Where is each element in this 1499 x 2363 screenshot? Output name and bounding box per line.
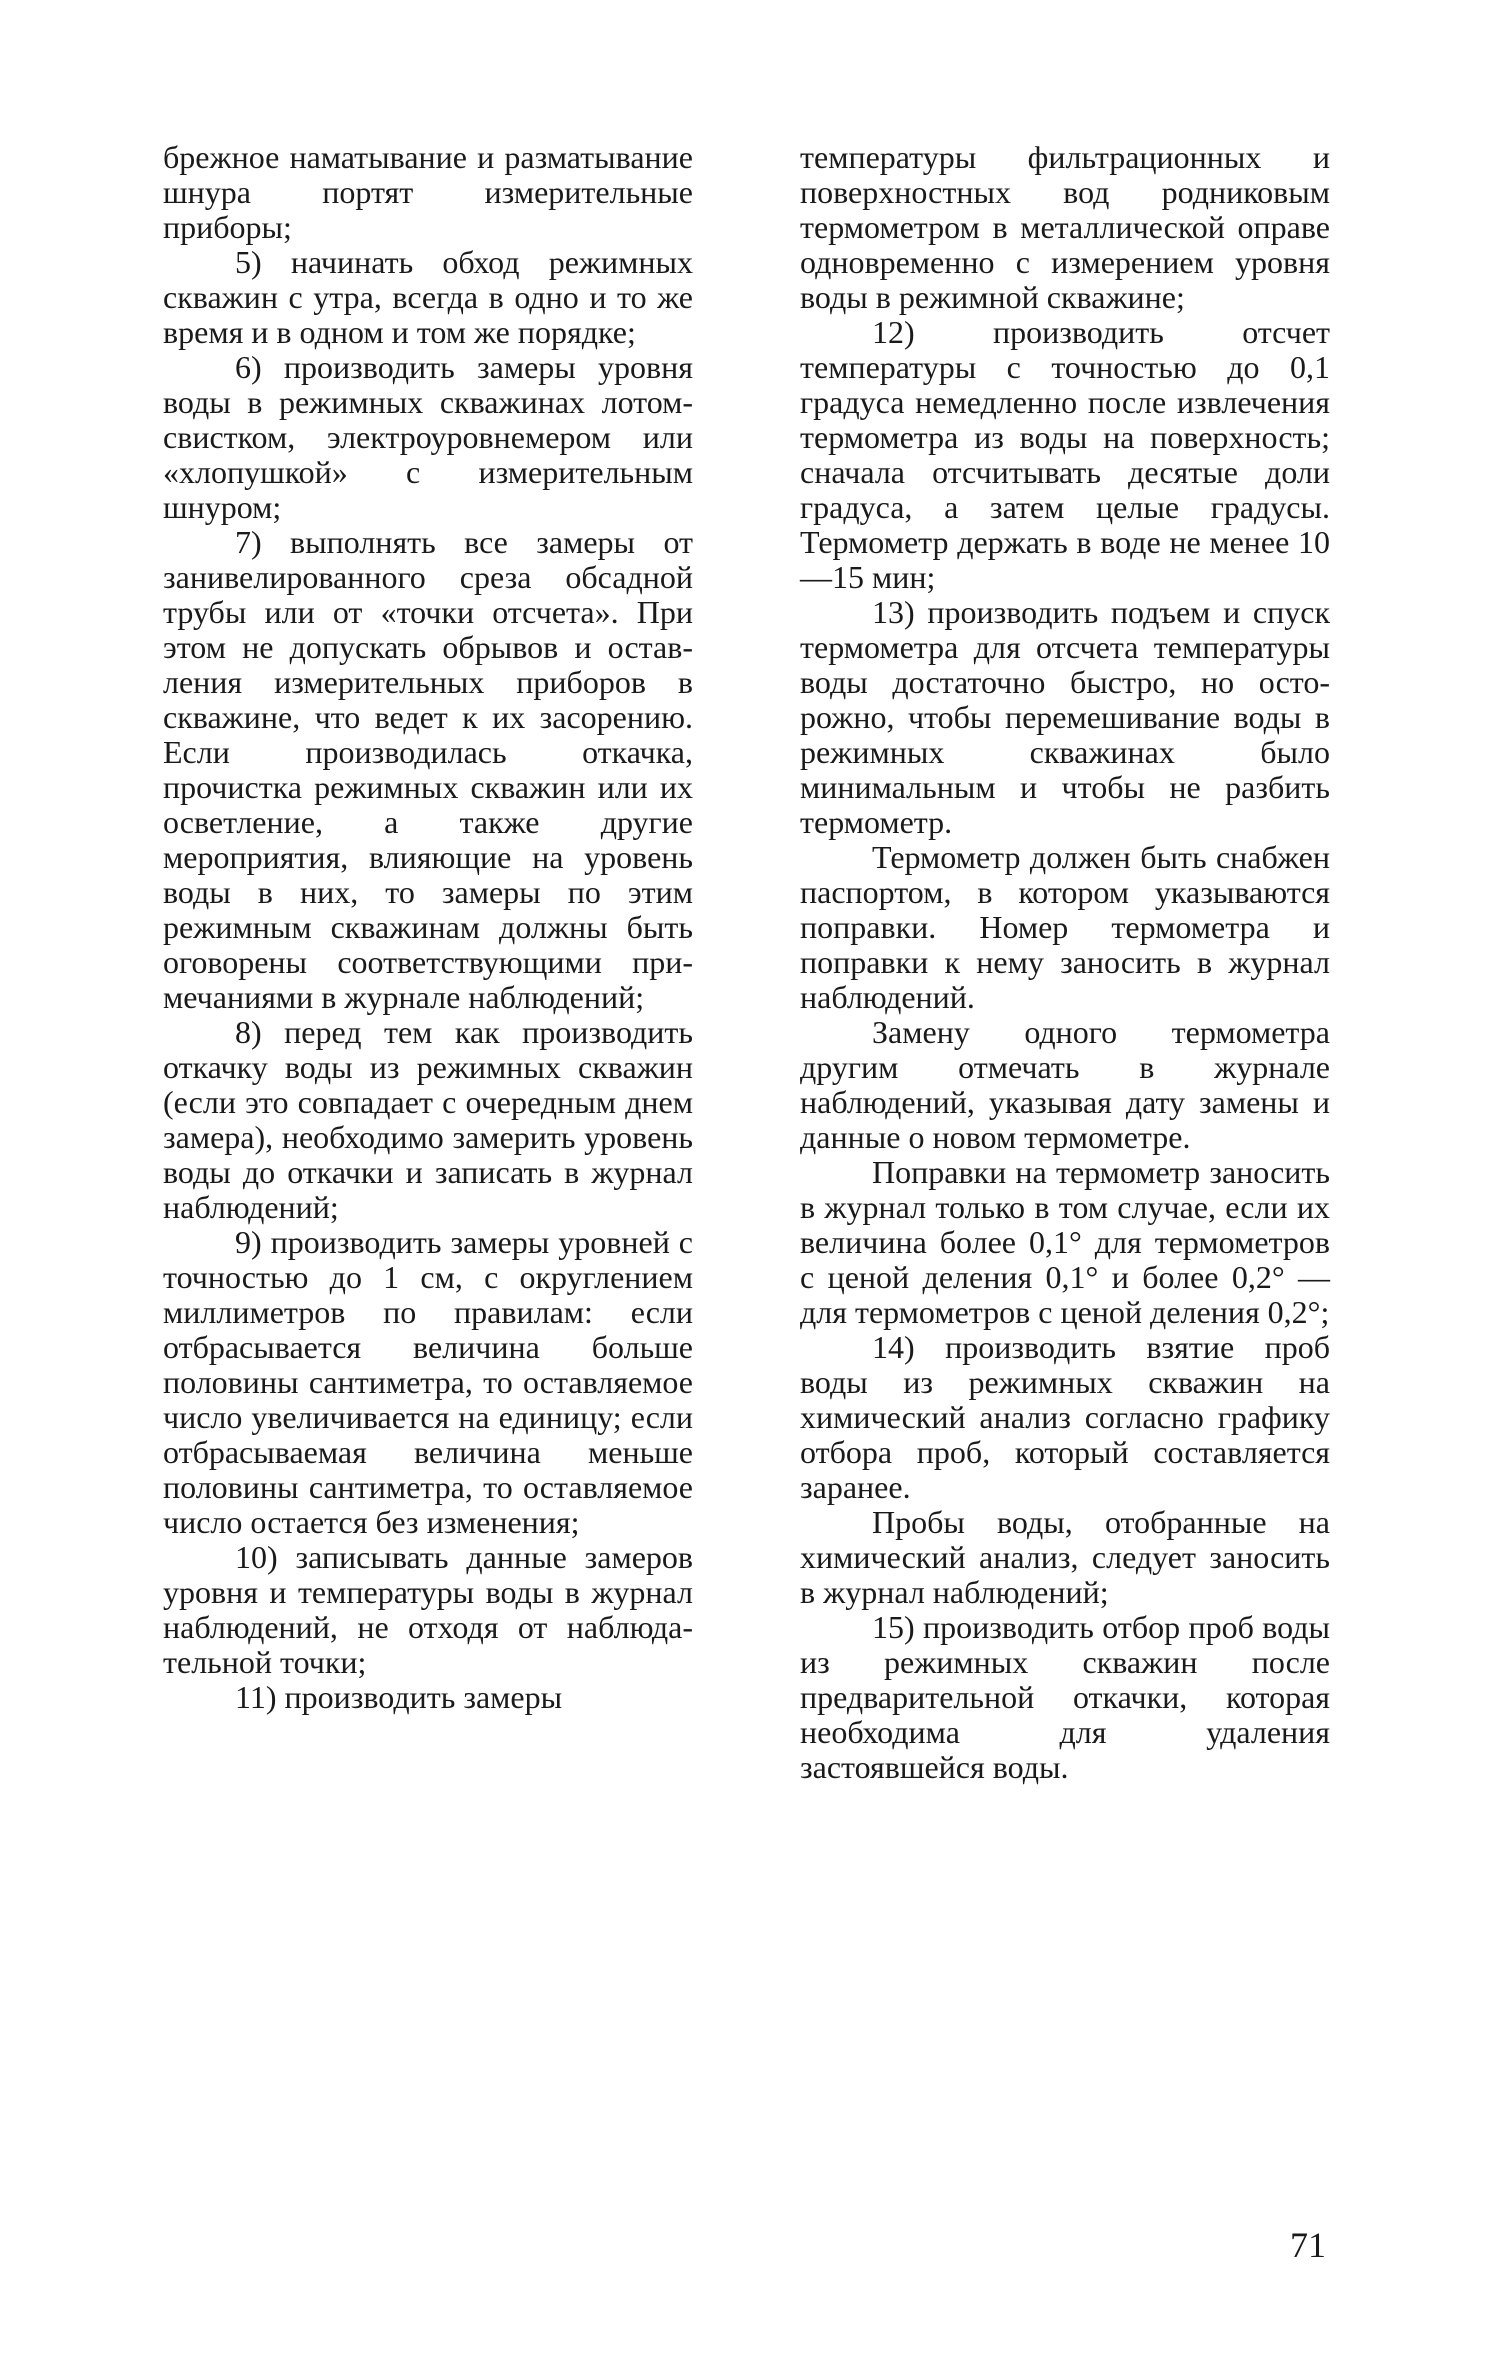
- paragraph-item-15: 15) производить отбор проб воды из режимных скважин после предварительной откачки, которая необходима для удаления застоявшейся воды.: [800, 1609, 1330, 1785]
- paragraph-item-9: 9) производить замеры уровней с точностью до 1 см, с округлением миллиметров по правилам: если отбрасывается величина больше половины сантиметра, то оставляемое число увеличивается на единицу; если отбрасываемая величина меньше половины сантиметра, то оставляемое число остается без изменения;: [163, 1224, 693, 1540]
- paragraph-item-11-start: 11) производить замеры: [235, 1679, 563, 1715]
- paragraph-thermometer-replacement: Замену одного термометра другим отмечать в журнале наблюдений, указывая дату замены и данные о новом термометре.: [800, 1014, 1330, 1155]
- paragraph-item-6: 6) производить замеры уровня воды в режимных скважинах лотом-свистком, электроуровнемером или «хлопушкой» с измерительным шнуром;: [163, 349, 693, 525]
- paragraph-item-10: 10) записывать данные замеров уровня и температуры воды в журнал наблюдений, не отходя от наблюдательной точки;: [163, 1539, 693, 1680]
- page-number: 71: [1290, 2225, 1326, 2265]
- paragraph-item-14: 14) производить взятие проб воды из режимных скважин на химический анализ согласно графику отбора проб, который составляется заранее.: [800, 1329, 1330, 1505]
- paragraph-item-12: 12) производить отсчет температуры с точностью до 0,1 градуса немедленно после извлечения термометра из воды на поверхность; сначала отсчитывать десятые доли градуса, а затем целые градусы. Термометр держать в воде не менее 10—15 мин;: [800, 314, 1330, 595]
- left-text-column: [163, 140, 693, 1715]
- paragraph-corrections: Поправки на термометр заносить в журнал только в том случае, если их величина более 0,1° для термометров с ценой деления 0,1° и более 0,2° — для термометров с ценой деления 0,2°;: [800, 1154, 1330, 1330]
- paragraph-item-7: 7) выполнять все замеры от занивелированного среза обсадной трубы или от «точки отсчета». При этом не допускать обрывов и оставления измерительных приборов в скважине, что ведет к их засорению. Если производилась откачка, прочистка режимных скважин или их осветление, а также другие мероприятия, влияющие на уровень воды в них, то замеры по этим режимным скважинам должны быть оговорены соответствующими примечаниями в журнале наблюдений;: [163, 524, 693, 1015]
- paragraph-item-8: 8) перед тем как производить откачку воды из режимных скважин (если это совпадает с очередным днем замера), необходимо замерить уровень воды до откачки и записать в журнал наблюдений;: [163, 1014, 693, 1225]
- right-text-column: [800, 140, 1330, 1785]
- paragraph-thermometer-passport: Термометр должен быть снабжен паспортом, в котором указываются поправки. Номер термометра и поправки к нему заносить в журнал наблюдений.: [800, 839, 1330, 1015]
- paragraph-continuation: брежное наматывание и разматывание шнура портят измерительные приборы;: [163, 139, 693, 245]
- paragraph-item-11-continuation: температуры фильтрационных и поверхностных вод родниковым термометром в металлической оправе одновременно с измерением уровня воды в режимной скважине;: [800, 139, 1330, 315]
- paragraph-item-13: 13) производить подъем и спуск термометра для отсчета температуры воды достаточно быстро, но осторожно, чтобы перемешивание воды в режимных скважинах было минимальным и чтобы не разбить термометр.: [800, 594, 1330, 840]
- paragraph-item-5: 5) начинать обход режимных скважин с утра, всегда в одно и то же время и в одном и том же порядке;: [163, 244, 693, 350]
- paragraph-samples-journal: Пробы воды, отобранные на химический анализ, следует заносить в журнал наблюдений;: [800, 1504, 1330, 1610]
